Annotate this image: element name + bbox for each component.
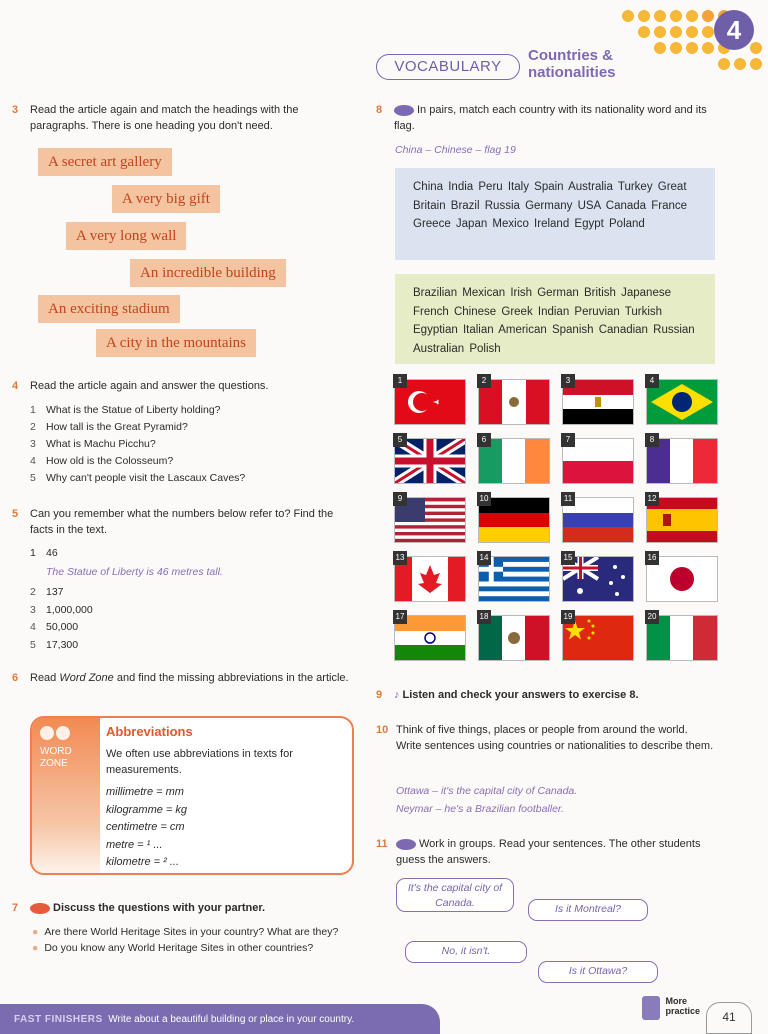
list-item: 2 137: [30, 586, 64, 598]
list-item: 5 17,300: [30, 638, 79, 651]
word-zone-text: We often use abbreviations in texts for measurements.: [106, 748, 293, 776]
word-zone-label: WORD ZONE: [40, 746, 72, 769]
speech-bubble-icon: [396, 839, 416, 850]
chapter-number: 4: [714, 10, 754, 50]
exercise-9: 9 ♪ Listen and check your answers to exercise 8.: [376, 689, 639, 701]
exercise-7: 7 Discuss the questions with your partner.: [12, 902, 266, 914]
exercise-8: 8 In pairs, match each country with its nationality word and its flag.: [376, 104, 707, 132]
section-label: VOCABULARY: [376, 54, 520, 80]
speech-bubble: Is it Montreal?: [528, 899, 648, 921]
list-item: 4 50,000: [30, 621, 79, 633]
list-item: 3 1,000,000: [30, 603, 93, 616]
list-item: 5 Why can't people visit the Lascaux Caves?: [30, 472, 246, 484]
page-title: Countries & nationalities: [528, 47, 616, 81]
word-zone-title: Abbreviations: [106, 724, 193, 739]
exercise-11: 11 Work in groups. Read your sentences. The other students guess the answers.: [376, 838, 701, 866]
example-answer: China – Chinese – flag 19: [395, 144, 516, 156]
heading-label[interactable]: A very long wall: [66, 222, 186, 250]
word-zone-side: [32, 718, 100, 873]
book-icon: [642, 996, 660, 1020]
list-item: 1 What is the Statue of Liberty holding?: [30, 404, 221, 416]
exercise-10: 10 Think of five things, places or people from around the world. Write sentences using countries or nationalities to describe them.: [376, 724, 714, 752]
list-item: 4 How old is the Colosseum?: [30, 455, 174, 467]
heading-label[interactable]: A secret art gallery: [38, 148, 172, 176]
list-item: 2 How tall is the Great Pyramid?: [30, 421, 188, 433]
page-number: 41: [706, 1002, 752, 1034]
question-list: [30, 402, 245, 487]
list-item: ● Do you know any World Heritage Sites in other countries?: [32, 942, 314, 954]
list-item: ● Are there World Heritage Sites in your country? What are they?: [32, 926, 339, 938]
list-item: 3 What is Machu Picchu?: [30, 438, 156, 450]
heading-label[interactable]: A city in the mountains: [96, 329, 256, 357]
speech-bubble: It's the capital city of Canada.: [396, 878, 514, 912]
nationalities-list: Brazilian Mexican Irish German British Japanese French Chinese Greek Indian Peruvian Turkish Egyptian Italian American Spanish Canadian Russian Australian Polish: [413, 287, 695, 355]
more-practice-link[interactable]: More practice: [642, 996, 706, 1026]
countries-box: [395, 168, 715, 260]
exercise-4: 4 Read the article again and answer the questions.: [12, 380, 269, 392]
heading-label[interactable]: An incredible building: [130, 259, 286, 287]
speech-bubble-icon: [30, 903, 50, 914]
example-sentences: Ottawa – it's the capital city of Canada. Neymar – he's a Brazilian footballer.: [396, 785, 578, 815]
number-item: 1 46: [30, 547, 58, 559]
abbreviation-list: millimetre = mm kilogramme = kg centimetre = cm metre = ¹ ... kilometre = ² ...: [106, 786, 188, 868]
heading-label[interactable]: A very big gift: [112, 185, 220, 213]
example-answer: The Statue of Liberty is 46 metres tall.: [46, 566, 223, 578]
speech-bubble: No, it isn't.: [405, 941, 527, 963]
speech-bubble: Is it Ottawa?: [538, 961, 658, 983]
exercise-6: 6 Read Word Zone and find the missing abbreviations in the article.: [12, 672, 349, 684]
nationalities-box: [395, 274, 715, 364]
word-zone-box: [30, 716, 354, 875]
fast-finishers-bar: FAST FINISHERS Write about a beautiful building or place in your country.: [0, 1004, 440, 1034]
heading-label[interactable]: An exciting stadium: [38, 295, 180, 323]
number-list: [30, 584, 93, 654]
exercise-5: 5 Can you remember what the numbers below refer to? Find the facts in the text.: [12, 508, 334, 536]
exercise-3: 3 Read the article again and match the headings with the paragraphs. There is one heading you don't need.: [12, 104, 299, 132]
discussion-list: [32, 924, 362, 956]
flags-grid: 1 2 3 4 5 6 7 8 9 10 11 12 13 14 15 16 17 18 19 20: [395, 380, 720, 665]
audio-icon[interactable]: ♪: [394, 689, 400, 701]
speech-bubble-icon: [394, 105, 414, 116]
countries-list: China India Peru Italy Spain Australia Turkey Great Britain Brazil Russia Germany USA Canada France Greece Japan Mexico Ireland Egypt Poland: [413, 181, 688, 230]
